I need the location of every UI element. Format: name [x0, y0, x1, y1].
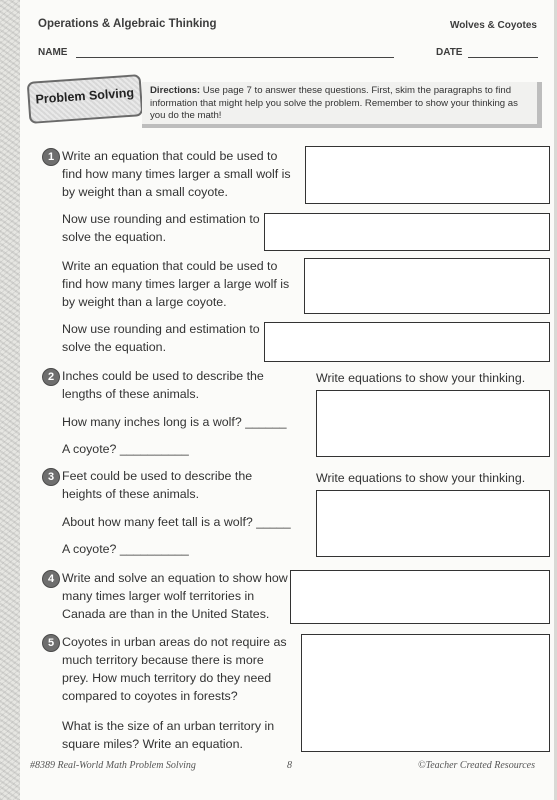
question-4-badge: 4 [42, 570, 60, 588]
footer-publisher: ©Teacher Created Resources [417, 760, 535, 771]
answer-box-1b[interactable] [264, 213, 550, 251]
question-1-part-c: Write an equation that could be used to find how many times larger a large wolf is by weight than a large coyote. [62, 259, 290, 309]
question-1-part-b: Now use rounding and estimation to solve the equation. [62, 212, 260, 244]
answer-box-4[interactable] [290, 570, 550, 624]
question-3-wolf-feet: About how many feet tall is a wolf? _____ [62, 515, 291, 529]
directions-box [142, 82, 542, 128]
answer-box-1c[interactable] [304, 258, 550, 314]
question-1-part-a: Write an equation that could be used to find how many times larger a small wolf is by weight than a small coyote. [62, 149, 291, 199]
question-3-coyote-feet: A coyote? __________ [62, 542, 189, 556]
banner-title: Problem Solving [35, 85, 135, 107]
footer-page-number: 8 [287, 760, 292, 771]
question-1-badge: 1 [42, 148, 60, 166]
problem-solving-banner [27, 74, 144, 124]
footer-book-title: #8389 Real-World Math Problem Solving [30, 760, 196, 771]
directions-label: Directions: [150, 85, 201, 96]
date-line[interactable] [468, 57, 538, 58]
question-5-ask: What is the size of an urban territory in square miles? Write an equation. [62, 719, 275, 751]
question-5-text: Coyotes in urban areas do not require as much territory because there is more prey. How much territory do they need compared to coyotes in forests? [62, 635, 287, 703]
answer-box-1d[interactable] [264, 322, 550, 362]
unit-header: Wolves & Coyotes [449, 20, 537, 31]
question-2-badge: 2 [42, 368, 60, 386]
name-label: NAME [38, 47, 68, 58]
question-2-box-label: Write equations to show your thinking. [316, 371, 526, 385]
question-3-badge: 3 [42, 468, 60, 486]
name-line[interactable] [76, 57, 394, 58]
question-3-text: Feet could be used to describe the heights of these animals. [62, 469, 253, 501]
answer-box-2[interactable] [316, 390, 550, 457]
question-3-box-label: Write equations to show your thinking. [316, 471, 526, 485]
question-1-part-d: Now use rounding and estimation to solve the equation. [62, 322, 260, 354]
directions-text: Use page 7 to answer these questions. First, skim the paragraphs to find information that might help you solve the problem. Remember to show your thinking as you do the math! [150, 85, 518, 121]
answer-box-5[interactable] [301, 634, 550, 752]
date-label: DATE [436, 47, 463, 58]
question-4-text: Write and solve an equation to show how many times larger wolf territories in Canada are than in the United States. [62, 571, 288, 621]
answer-box-1a[interactable] [305, 146, 550, 204]
question-2-text: Inches could be used to describe the lengths of these animals. [62, 369, 264, 401]
topic-header: Operations & Algebraic Thinking [38, 18, 217, 30]
answer-box-3[interactable] [316, 490, 550, 557]
left-margin-texture [0, 0, 20, 800]
question-2-coyote-inches: A coyote? __________ [62, 442, 189, 456]
question-2-wolf-inches: How many inches long is a wolf? ______ [62, 415, 287, 429]
question-5-badge: 5 [42, 634, 60, 652]
